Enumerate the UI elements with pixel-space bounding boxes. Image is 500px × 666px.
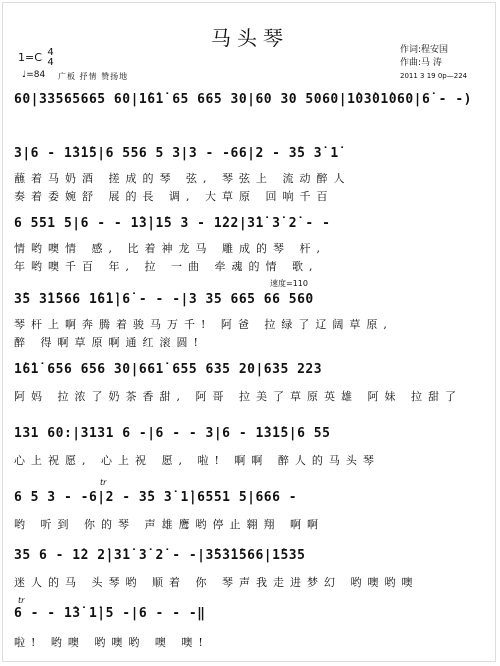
lyric-line-2a: 蘸着马奶酒 搓成的琴 弦, 琴弦上 流动醉人: [14, 172, 351, 185]
lyricist: 作词:程安国: [400, 45, 449, 55]
lyric-line-6: 心上祝愿, 心上祝 愿, 啦! 啊啊 醉人的马头琴: [14, 454, 380, 467]
music-line-4: 3̇5 3̇1̇566 1̇6̇1̇|6̇ - - -|3 35 665 66 560: [14, 292, 314, 307]
lyric-line-4b: 醉 得啊草原啊通红滚圆!: [14, 336, 204, 349]
music-line-6: 131 60:|3131 6 -|6 - - 3|6 - 1̇3̇1̇5|6 55: [14, 426, 331, 441]
composer: 作曲:马 涛: [400, 58, 442, 68]
time-sig-top: 4: [47, 47, 54, 58]
lyric-line-5: 阿妈 拉浓了奶茶香甜, 阿哥 拉美了草原英雄 阿妹 拉甜了: [14, 390, 462, 403]
lyric-line-7: 哟 听到 你的琴 声雄鹰哟停止翱翔 啊啊: [14, 518, 324, 531]
music-line-9: 6 - - 1̇3̇ 1̇|5 -|6 - - -‖: [14, 606, 206, 621]
lyric-line-8: 迷人的马 头琴哟 顺着 你 琴声我走进梦幻 哟噢哟噢: [14, 576, 419, 589]
song-title: 马头琴: [211, 26, 289, 50]
lyric-line-3b: 年哟噢千百 年, 拉 一曲 牵魂的情 歌,: [14, 260, 319, 273]
style-note: 广板 抒情 赞扬地: [58, 72, 129, 81]
date: 2011 3 19 0p—224: [400, 72, 468, 80]
trill-mark-2: tr: [18, 596, 25, 605]
tempo-mark: ♩=84: [22, 70, 46, 80]
time-signature: [47, 48, 53, 68]
music-line-8: 35 6 - 1̇2 2̇|3̇1̇ 3̇ 2̇ - -|3̇5̇3̇1̇566|1̇535: [14, 548, 306, 563]
music-line-7: 6 5 3 - -6|2 - 3̇5 3̇ 1̇|6551 5|666 -: [14, 490, 298, 505]
tempo-change: 速度=110: [270, 279, 308, 288]
music-line-3: 6 551 5|6 - - 1̇3̇|1̇5 3 - 1̇22|3̇1̇ 3̇ 2̇ - -: [14, 216, 331, 231]
music-line-2: 3|6 - 1̇3̇1̇5|6 556 5 3|3 - -66|2 - 3̇5 3̇ 1̇: [14, 146, 339, 161]
lyric-line-3a: 情哟噢情 感, 比着神龙马 雕成的琴 杆,: [14, 242, 326, 255]
lyric-line-2b: 奏着委婉舒 展的長 调, 大草原 回响千百: [14, 190, 334, 203]
key-label: 1=C: [18, 51, 42, 64]
music-line-5: 1̇6̇1̇ 656 656 30|661̇ 655 635 20|635 223: [14, 362, 323, 377]
credits: [400, 44, 467, 83]
lyric-line-9: 啦! 哟噢 哟噢哟 噢 噢!: [14, 636, 209, 649]
music-line-1: 60|33565665 60|1̇6̇1̇ 65 665 30|60 30 5060|1̇03̇01̇060|6̇ - -): [14, 92, 472, 107]
lyric-line-4a: 琴杆上啊奔腾着骏马万千! 阿爸 拉绿了辽阔草原,: [14, 318, 393, 331]
key-signature: [18, 48, 54, 68]
trill-mark: tr: [100, 478, 107, 487]
time-sig-bottom: 4: [47, 57, 54, 68]
